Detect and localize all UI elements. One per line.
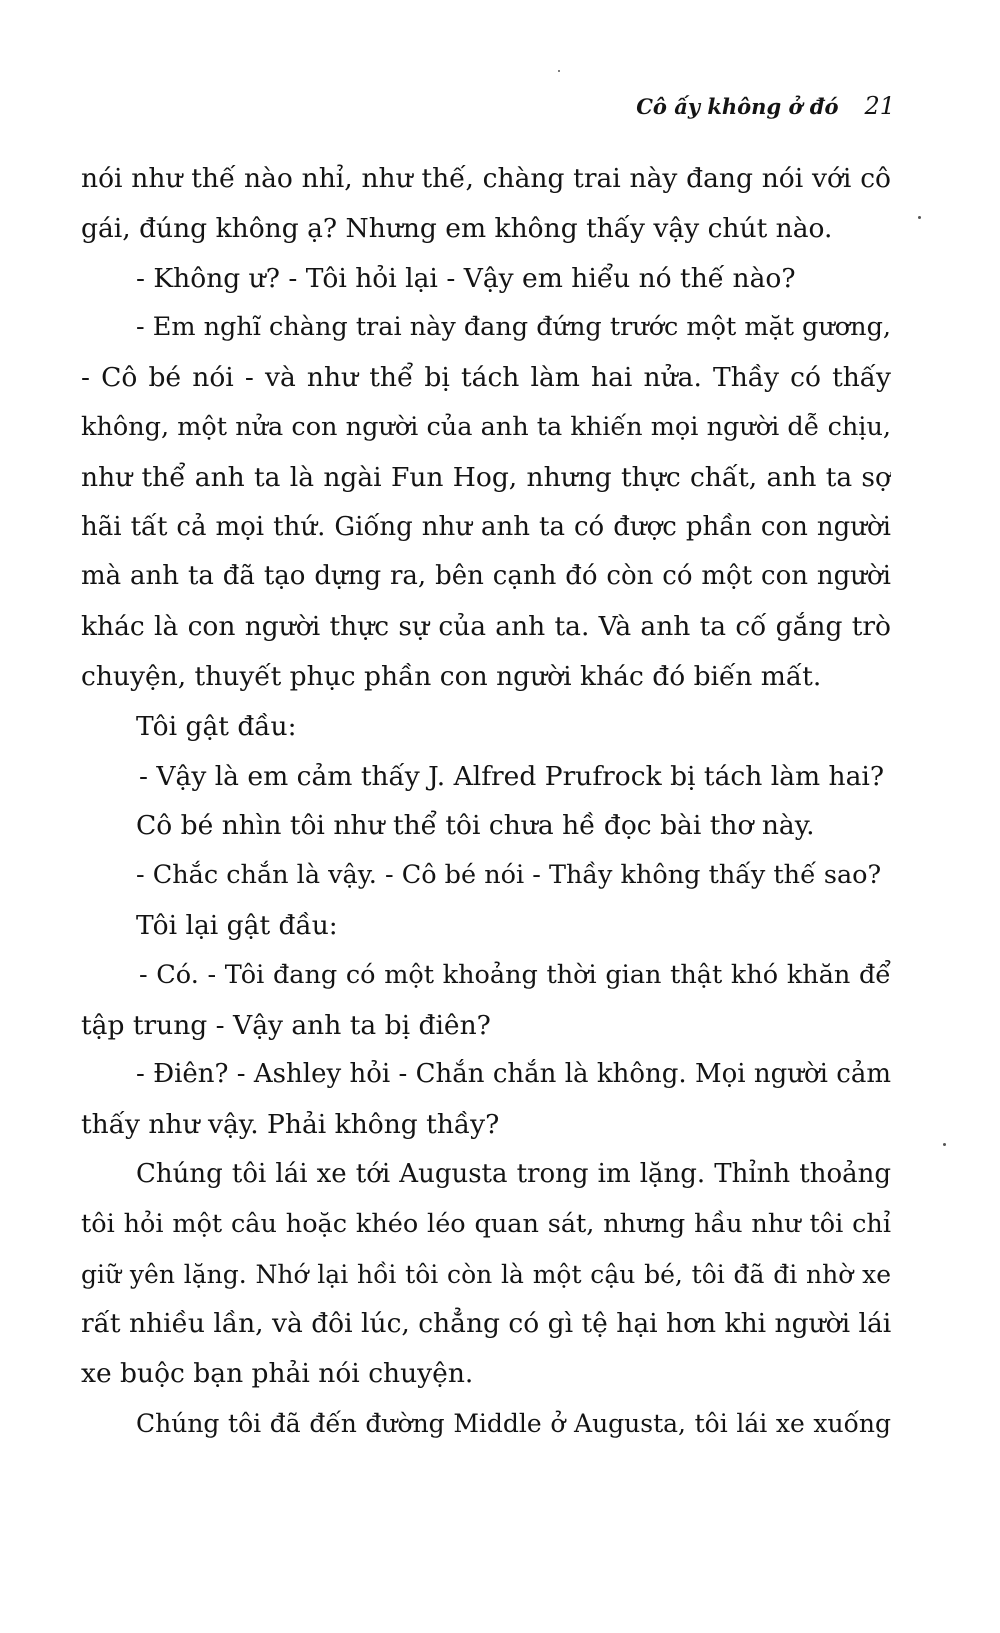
running-header xyxy=(636,92,895,120)
scan-speck xyxy=(558,70,560,72)
text-line: - Không ư? - Tôi hỏi lại - Vậy em hiểu nó thế nào? xyxy=(136,262,796,294)
text-line: - Em nghĩ chàng trai này đang đứng trước một mặt gương, xyxy=(136,312,891,343)
text-line: nói như thế nào nhỉ, như thế, chàng trai này đang nói với cô xyxy=(81,163,891,194)
text-line: - Vậy là em cảm thấy J. Alfred Prufrock bị tách làm hai? xyxy=(139,760,885,792)
text-line: giữ yên lặng. Nhớ lại hồi tôi còn là một cậu bé, tôi đã đi nhờ xe xyxy=(81,1259,891,1289)
text-line: Tôi lại gật đầu: xyxy=(136,909,338,941)
text-line: - Điên? - Ashley hỏi - Chắn chắn là không. Mọi người cảm xyxy=(136,1059,891,1090)
text-line: tập trung - Vậy anh ta bị điên? xyxy=(81,1009,491,1041)
text-line: chuyện, thuyết phục phần con người khác đó biến mất. xyxy=(81,660,822,692)
text-line: - Có. - Tôi đang có một khoảng thời gian thật khó khăn để xyxy=(139,959,891,990)
text-line: khác là con người thực sự của anh ta. Và anh ta cố gắng trò xyxy=(81,611,891,643)
text-line: Tôi gật đầu: xyxy=(136,710,297,742)
scan-speck xyxy=(918,216,921,219)
text-line: như thể anh ta là ngài Fun Hog, nhưng thực chất, anh ta sợ xyxy=(81,461,891,493)
text-line: tôi hỏi một câu hoặc khéo léo quan sát, nhưng hầu như tôi chỉ xyxy=(81,1208,891,1239)
text-line: không, một nửa con người của anh ta khiến mọi người dễ chịu, xyxy=(81,411,891,442)
text-line: Chúng tôi lái xe tới Augusta trong im lặng. Thỉnh thoảng xyxy=(136,1158,891,1189)
text-line: mà anh ta đã tạo dựng ra, bên cạnh đó còn có một con người xyxy=(81,561,891,592)
text-line: thấy như vậy. Phải không thầy? xyxy=(81,1109,500,1141)
page-number: 21 xyxy=(864,92,895,120)
text-line: xe buộc bạn phải nói chuyện. xyxy=(81,1358,474,1390)
text-line: gái, đúng không ạ? Nhưng em không thấy vậy chút nào. xyxy=(81,212,833,244)
scan-speck xyxy=(943,1143,946,1146)
text-line: Cô bé nhìn tôi như thể tôi chưa hề đọc bài thơ này. xyxy=(136,810,815,842)
text-line: Chúng tôi đã đến đường Middle ở Augusta, tôi lái xe xuống xyxy=(136,1408,891,1438)
body-text xyxy=(81,154,891,1449)
text-line: - Cô bé nói - và như thể bị tách làm hai nửa. Thầy có thấy xyxy=(81,362,891,394)
text-line: rất nhiều lần, và đôi lúc, chẳng có gì tệ hại hơn khi người lái xyxy=(81,1308,891,1340)
text-line: - Chắc chắn là vậy. - Cô bé nói - Thầy không thấy thế sao? xyxy=(136,860,882,891)
chapter-title: Cô ấy không ở đó xyxy=(636,94,839,119)
text-line: hãi tất cả mọi thứ. Giống như anh ta có được phần con người xyxy=(81,511,891,542)
